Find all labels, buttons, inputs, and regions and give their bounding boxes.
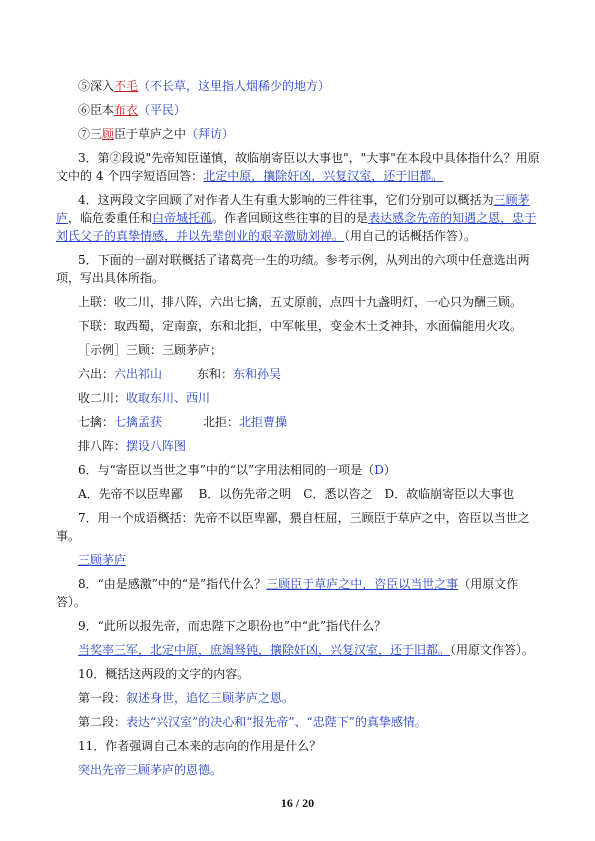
gloss-item-5: ⑤深入不毛（不长草，这里指人烟稀少的地方） <box>78 79 331 93</box>
question-7-answer: 三顾茅庐 <box>78 553 127 567</box>
question-7-line-2: 事。 <box>56 529 81 543</box>
question-10-p1: 第一段：叙述身世，追忆三顾茅庐之恩。 <box>78 691 295 705</box>
question-10: 10．概括这两段的文字的内容。 <box>78 667 250 681</box>
answer-pabazhen: 排八阵：摆设八阵图 <box>78 439 187 453</box>
page-number: 16 / 20 <box>280 796 315 810</box>
question-8-line-2: 答）。 <box>56 595 87 609</box>
question-11-answer: 突出先帝三顾茅庐的恩德。 <box>78 763 223 777</box>
gloss-item-6: ⑥臣本布衣（平民） <box>78 103 187 117</box>
gloss-answer: （平民） <box>138 103 187 117</box>
question-7: 7．用一个成语概括：先帝不以臣卑鄙，猥自枉屈，三顾臣于草庐之中，咨臣以当世之 <box>78 511 530 525</box>
question-6: 6．与“寄臣以当世之事”中的“以”字用法相同的一项是（D） <box>78 463 396 477</box>
question-9-answer: 当奖率三军，北定中原，庶竭驽钝，攘除奸凶，兴复汉室，还于旧都。（用原文作答）。 <box>78 643 535 657</box>
answer: D <box>374 463 384 477</box>
answer-qiqin: 七擒：七擒孟获 <box>78 415 163 429</box>
question-5: 5．下面的一副对联概括了诸葛亮一生的功绩。参考示例，从列出的六项中任意选出两 <box>78 253 530 267</box>
question-3: 3．第②段说"先帝知臣谨慎，故临崩寄臣以大事也"，"大事"在本段中具体指什么？用原 <box>78 151 540 165</box>
question-4-line-3: 刘氏父子的真挚情感，并以先辈创业的艰辛激励刘禅。（用自己的话概括作答）。 <box>56 229 477 243</box>
couplet-upper: 上联：收二川，排八阵，六出七擒，五丈原前，点四十九盏明灯，一心只为酬三顾。 <box>78 295 523 309</box>
gloss-word: 布衣 <box>114 103 139 117</box>
question-10-p2: 第二段：表达“兴汉室”的决心和“报先帝”、“忠陛下”的真挚感情。 <box>78 715 427 729</box>
answer: 三顾茅 <box>493 193 530 207</box>
question-9: 9．“此所以报先帝，而忠陛下之职份也”中“此”指代什么？ <box>78 619 387 633</box>
question-3-answer-line: 文中的 4 个四字短语回答：北定中原，攘除奸凶，兴复汉室，还于旧都。 <box>56 169 444 183</box>
question-11: 11．作者强调自己本来的志向的作用是什么？ <box>78 739 322 753</box>
answer-shouerchuan: 收二川：收取东川、西川 <box>78 391 211 405</box>
gloss-answer: （拜访） <box>186 127 235 141</box>
question-4: 4．这两段文字回顾了对作者人生有重大影响的三件往事，它们分别可以概括为三顾茅 <box>78 193 530 207</box>
gloss-word: 不毛 <box>114 79 139 93</box>
gloss-word: 顾 <box>102 127 115 141</box>
question-6-options: A．先帝不以臣卑鄙 B．以伤先帝之明 C．悉以咨之 D．故临崩寄臣以大事也 <box>78 487 515 501</box>
example: ［示例］三顾：三顾茅庐； <box>78 343 223 357</box>
answer-donghe: 东和：东和孙吴 <box>197 367 282 381</box>
question-4-line-2: 庐，临危委重任和白帝城托孤。作者回顾这些往事的目的是表达感念先帝的知遇之恩，忠于 <box>56 211 537 225</box>
gloss-item-7: ⑦三顾臣于草庐之中（拜访） <box>78 127 235 141</box>
answer-beiju: 北拒：北拒曹操 <box>203 415 288 429</box>
question-5-line-2: 项，写出具体所指。 <box>56 271 165 285</box>
answer: 三顾臣于草庐之中，咨臣以当世之事 <box>266 577 459 591</box>
gloss-answer: （不长草，这里指人烟稀少的地方） <box>138 79 331 93</box>
answer: 北定中原，攘除奸凶，兴复汉室，还于旧都。 <box>203 169 444 183</box>
couplet-lower: 下联：取西蜀，定南蛮，东和北拒，中军帐里，变金木土爻神卦，水面偏能用火攻。 <box>78 319 523 333</box>
answer-liuchu: 六出：六出祁山 <box>78 367 163 381</box>
question-8: 8．“由是感激”中的“是”指代什么？三顾臣于草庐之中，咨臣以当世之事（用原文作 <box>78 577 519 591</box>
